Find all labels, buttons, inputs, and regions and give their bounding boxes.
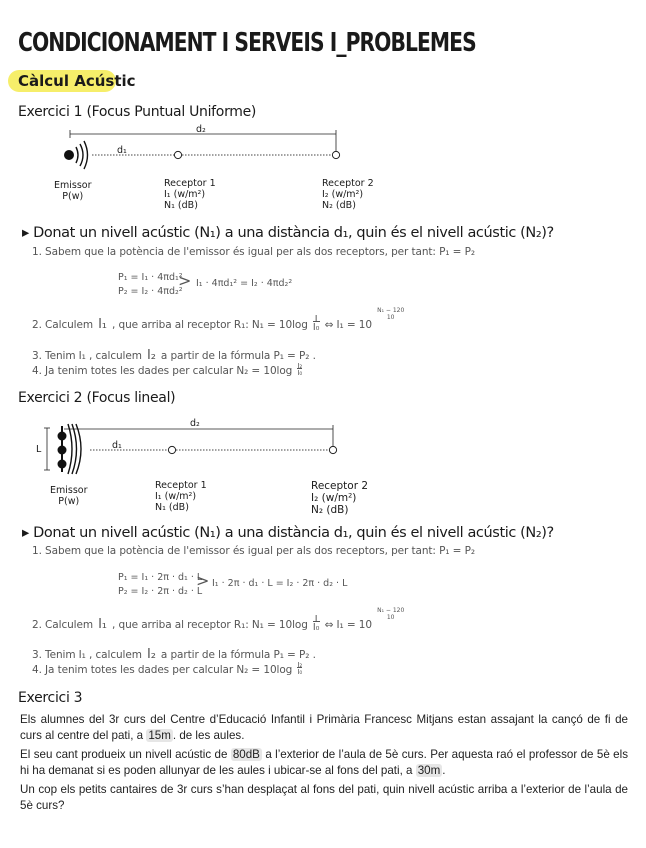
- ex2-step3: 3. Tenim I₁ , calculem I₂ a partir de la fórmula P₁ = P₂ .: [32, 647, 316, 662]
- ex2-formula-b: P₂ = I₂ · 2π · d₂ · L: [118, 586, 203, 597]
- ex3-paragraph-3: Un cop els petits cantaires de 3r curs s’han desplaçat al fons del pati, quin nivell acústic arriba a l’exterior de l’aula de 5è curs?: [20, 783, 628, 812]
- section-subtitle: Càlcul Acústic: [18, 72, 136, 90]
- ex2-d2-label: d₂: [190, 418, 200, 429]
- ex1-step1: 1. Sabem que la potència de l'emissor és igual per als dos receptors, per tant: P₁ = P₂: [32, 246, 475, 258]
- ex1-emitter-label: Emissor P(w): [54, 180, 92, 202]
- ex1-formula-b: P₂ = I₂ · 4πd₂²: [118, 286, 183, 297]
- ex1-heading: Exercici 1 (Focus Puntual Uniforme): [18, 104, 257, 120]
- ex2-question: ▸ Donat un nivell acústic (N₁) a una distància d₁, quin és el nivell acústic (N₂)?: [22, 525, 554, 541]
- ex2-formula-a: P₁ = I₁ · 2π · d₁ · L: [118, 572, 203, 583]
- ex3-value-80db: 80dB: [232, 748, 260, 761]
- ex2-step1: 1. Sabem que la potència de l'emissor és igual per als dos receptors, per tant: P₁ = P₂: [32, 545, 475, 557]
- ex2-heading: Exercici 2 (Focus lineal): [18, 390, 176, 406]
- ex2-receptor1-dot: [168, 446, 175, 453]
- page-title: CONDICIONAMENT I SERVEIS I_PROBLEMES: [18, 28, 476, 58]
- ex2-emitter-dot: [58, 432, 67, 441]
- ex1-d1-label: d₁: [117, 145, 127, 156]
- ex2-receptor1-label: Receptor 1 I₁ (w/m²) N₁ (dB): [155, 480, 207, 513]
- ex1-step4: 4. Ja tenim totes les dades per calcular $N_2 = 10\log \frac{\text{I₂}}{\text{I₀}}$: [32, 361, 303, 377]
- ex1-formula-result: I₁ · 4πd₁² = I₂ · 4πd₂²: [196, 278, 293, 289]
- ex1-d2-label: d₂: [196, 124, 206, 135]
- ex1-question: ▸ Donat un nivell acústic (N₁) a una distància d₁, quin és el nivell acústic (N₂)?: [22, 225, 554, 241]
- ex2-step2: 2. Calculem I₁ , que arriba al receptor R₁: N₁ = 10log I I₀ ⇔ I₁ = 10 N₁ − 120 10: [32, 607, 405, 633]
- ex2-d1-label: d₁: [112, 440, 122, 451]
- ex3-paragraph-2: El seu cant produeix un nivell acústic de 80dB a l’exterior de l’aula de 5è curs. Per aquesta raó el professor de 5è els hi ha demanat si es poden allunyar de les aules i ubicar-se al fons del pati, a 30m .: [20, 748, 628, 777]
- ex3-paragraph-1: Els alumnes del 3r curs del Centre d’Educació Infantil i Primària Francesc Mitjans estan assajant la cançó de fi de curs al centre del pati, a 15m . de les aules.: [20, 713, 628, 742]
- ex3-value-30m: 30m: [417, 764, 441, 777]
- ex2-formula-gt: >: [196, 571, 210, 590]
- ex1-formula-a: P₁ = I₁ · 4πd₁²: [118, 272, 183, 283]
- ex2-receptor2-dot: [329, 446, 336, 453]
- ex1-step2: 2. Calculem I₁ , que arriba al receptor R₁: N₁ = 10log I I₀ ⇔ I₁ = 10 N₁ − 120 10: [32, 307, 405, 333]
- ex2-L-label: L: [36, 444, 42, 455]
- ex2-step4: 4. Ja tenim totes les dades per calcular $N_2 = 10\log \frac{\text{I₂}}{\text{I₀}}$: [32, 660, 303, 676]
- ex2-formula-result: I₁ · 2π · d₁ · L = I₂ · 2π · d₂ · L: [212, 578, 348, 589]
- ex1-step3: 3. Tenim I₁ , calculem I₂ a partir de la fórmula P₁ = P₂ .: [32, 348, 316, 363]
- ex2-receptor2-label: Receptor 2 I₂ (w/m²) N₂ (dB): [311, 480, 369, 516]
- ex1-formula-gt: >: [178, 271, 192, 290]
- ex1-receptor2-label: Receptor 2 I₂ (w/m²) N₂ (dB): [322, 178, 374, 211]
- ex3-value-15m: 15m: [148, 729, 171, 742]
- ex3-heading: Exercici 3: [18, 690, 83, 706]
- ex1-receptor1-label: Receptor 1 I₁ (w/m²) N₁ (dB): [164, 178, 216, 211]
- ex2-emitter-label: Emissor P(w): [50, 485, 88, 507]
